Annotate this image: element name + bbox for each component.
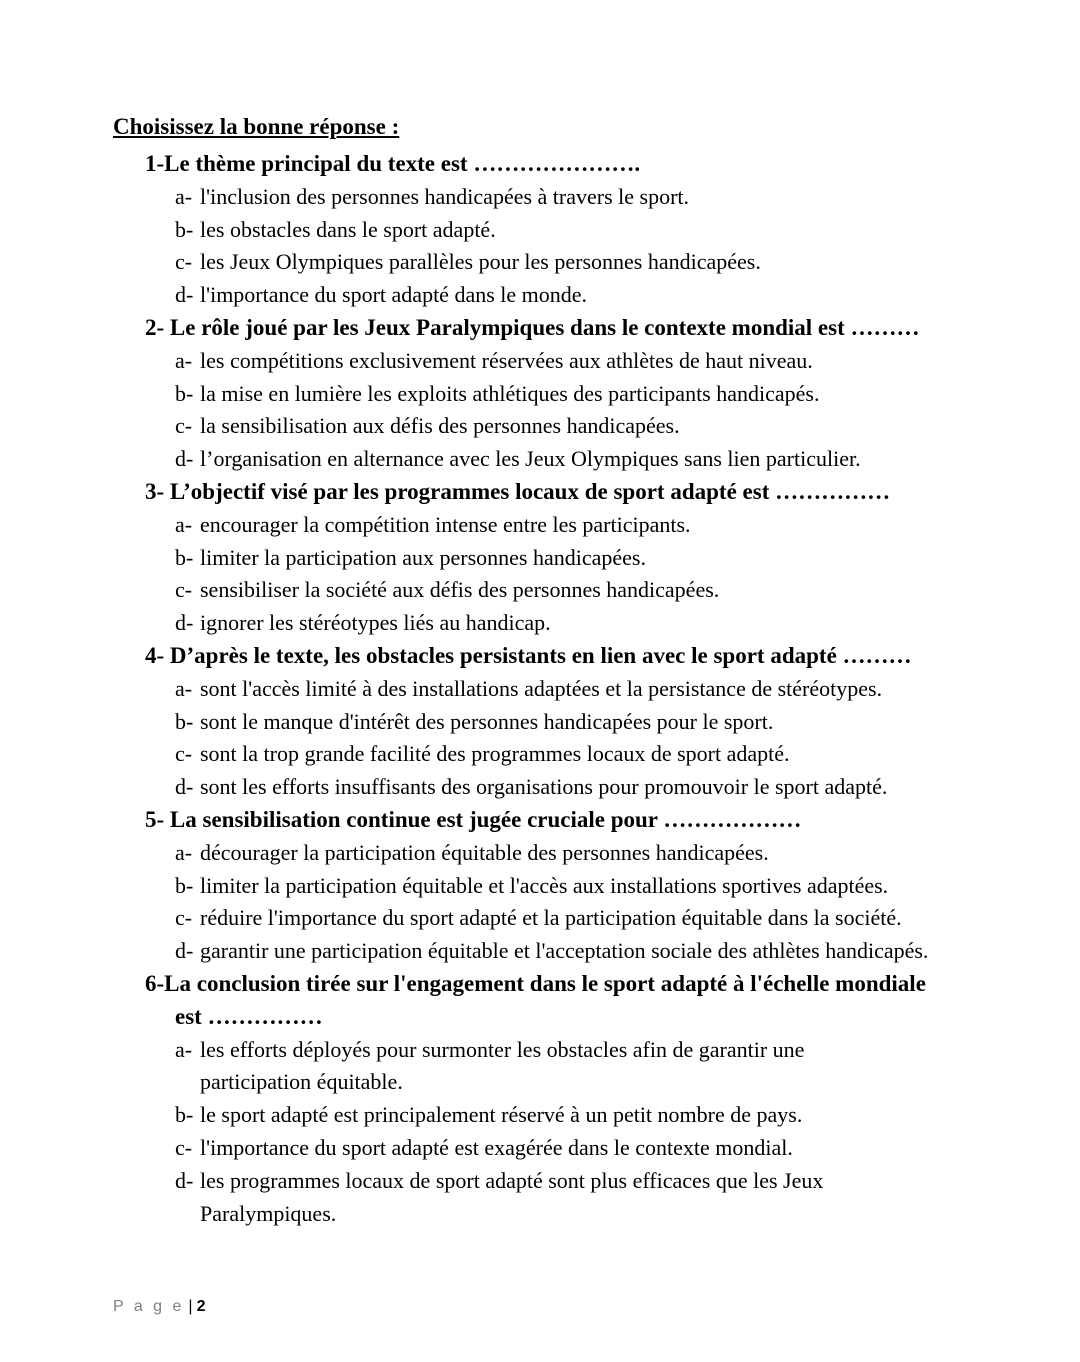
option-letter: a-: [175, 675, 193, 701]
question-1: [145, 148, 1045, 312]
option-text: encourager la compétition intense entre les participants.: [200, 511, 691, 537]
option-letter: c-: [175, 413, 193, 439]
option-text: les obstacles dans le sport adapté.: [200, 216, 496, 242]
option-text: les efforts déployés pour surmonter les obstacles afin de garantir une participation équitable.: [200, 1036, 805, 1095]
question-title-cont-text: est ……………: [175, 1003, 323, 1029]
page-separator: |: [188, 1298, 193, 1315]
question-title: 2- Le rôle joué par les Jeux Paralympiques dans le contexte mondial est ………: [145, 314, 920, 340]
option-d: [145, 935, 1045, 968]
page-number: 2: [196, 1298, 206, 1315]
question-2: [145, 312, 1045, 476]
option-b: [145, 1099, 1045, 1132]
option-letter: b-: [175, 380, 194, 406]
option-text: sont les efforts insuffisants des organisations pour promouvoir le sport adapté.: [200, 774, 888, 800]
option-letter: d-: [175, 938, 194, 964]
option-b: [145, 378, 1045, 411]
option-text: sont le manque d'intérêt des personnes handicapées pour le sport.: [200, 708, 774, 734]
option-text: le sport adapté est principalement réservé à un petit nombre de pays.: [200, 1102, 803, 1128]
option-b: [145, 214, 1045, 247]
option-letter: c-: [175, 577, 193, 603]
question-title: 1-Le thème principal du texte est ………………….: [145, 151, 641, 176]
question-5: [145, 804, 1045, 968]
option-d: [145, 1165, 900, 1231]
option-a: [145, 181, 1045, 214]
option-d: [145, 607, 1045, 640]
page-heading: Choisissez la bonne réponse :: [113, 114, 400, 139]
option-d: [145, 279, 1045, 312]
option-text: la mise en lumière les exploits athlétiques des participants handicapés.: [200, 380, 820, 406]
option-c: [145, 246, 1045, 279]
page-label: P a g e: [113, 1298, 185, 1315]
option-text: décourager la participation équitable des personnes handicapées.: [200, 839, 769, 865]
option-c: [145, 902, 1045, 935]
question-6: [145, 968, 1045, 1230]
option-d: [145, 771, 1045, 804]
option-letter: b-: [175, 872, 194, 898]
question-title: 4- D’après le texte, les obstacles persistants en lien avec le sport adapté ………: [145, 642, 912, 668]
question-3: [145, 476, 1045, 640]
option-letter: b-: [175, 544, 194, 570]
question-list: [145, 148, 1045, 1230]
option-b: [145, 706, 1045, 739]
option-letter: d-: [175, 774, 194, 800]
option-a: [145, 673, 1045, 706]
question-title: 6-La conclusion tirée sur l'engagement dans le sport adapté à l'échelle mondiale: [145, 970, 926, 996]
option-c: [145, 1132, 1045, 1165]
option-letter: d-: [175, 610, 194, 636]
option-letter: b-: [175, 1102, 194, 1128]
option-text: garantir une participation équitable et l'acceptation sociale des athlètes handicapés.: [200, 938, 929, 964]
question-title-continuation: [145, 1001, 1045, 1034]
option-text: l'importance du sport adapté dans le monde.: [200, 282, 588, 308]
option-letter: a-: [175, 839, 193, 865]
option-letter: c-: [175, 741, 193, 767]
option-text: l’organisation en alternance avec les Jeux Olympiques sans lien particulier.: [200, 446, 861, 472]
option-letter: d-: [175, 282, 194, 308]
option-text: ignorer les stéréotypes liés au handicap.: [200, 610, 551, 636]
option-c: [145, 574, 1045, 607]
option-letter: d-: [175, 446, 194, 472]
option-a: [145, 509, 1045, 542]
question-4: [145, 640, 1045, 804]
option-text: sont l'accès limité à des installations adaptées et la persistance de stéréotypes.: [200, 675, 883, 701]
option-letter: a-: [175, 511, 193, 537]
option-letter: b-: [175, 216, 194, 242]
option-a: [145, 345, 1045, 378]
question-title: 5- La sensibilisation continue est jugée cruciale pour ………………: [145, 806, 802, 832]
option-text: l'inclusion des personnes handicapées à travers le sport.: [200, 183, 690, 209]
option-text: limiter la participation équitable et l'accès aux installations sportives adaptées.: [200, 872, 889, 898]
option-text: sont la trop grande facilité des programmes locaux de sport adapté.: [200, 741, 790, 767]
option-text: l'importance du sport adapté est exagérée dans le contexte mondial.: [200, 1134, 793, 1160]
option-d: [145, 443, 1045, 476]
question-title: 3- L’objectif visé par les programmes locaux de sport adapté est ……………: [145, 478, 891, 504]
option-letter: b-: [175, 708, 194, 734]
option-letter: c-: [175, 905, 193, 931]
option-letter: d-: [175, 1167, 194, 1193]
page-footer: [113, 1296, 205, 1318]
option-b: [145, 870, 1045, 903]
option-letter: c-: [175, 1134, 193, 1160]
option-text: limiter la participation aux personnes handicapées.: [200, 544, 646, 570]
option-letter: a-: [175, 347, 193, 373]
option-b: [145, 542, 1045, 575]
option-c: [145, 410, 1045, 443]
option-text: la sensibilisation aux défis des personnes handicapées.: [200, 413, 680, 439]
option-letter: a-: [175, 183, 193, 209]
option-text: les Jeux Olympiques parallèles pour les personnes handicapées.: [200, 249, 761, 275]
option-text: sensibiliser la société aux défis des personnes handicapées.: [200, 577, 720, 603]
option-a: [145, 837, 1045, 870]
option-text: les programmes locaux de sport adapté sont plus efficaces que les Jeux Paralympiques.: [200, 1167, 824, 1226]
option-text: réduire l'importance du sport adapté et la participation équitable dans la société.: [200, 905, 902, 931]
option-text: les compétitions exclusivement réservées aux athlètes de haut niveau.: [200, 347, 813, 373]
option-c: [145, 738, 1045, 771]
option-letter: c-: [175, 249, 193, 275]
option-letter: a-: [175, 1036, 193, 1062]
option-a: [145, 1034, 900, 1100]
